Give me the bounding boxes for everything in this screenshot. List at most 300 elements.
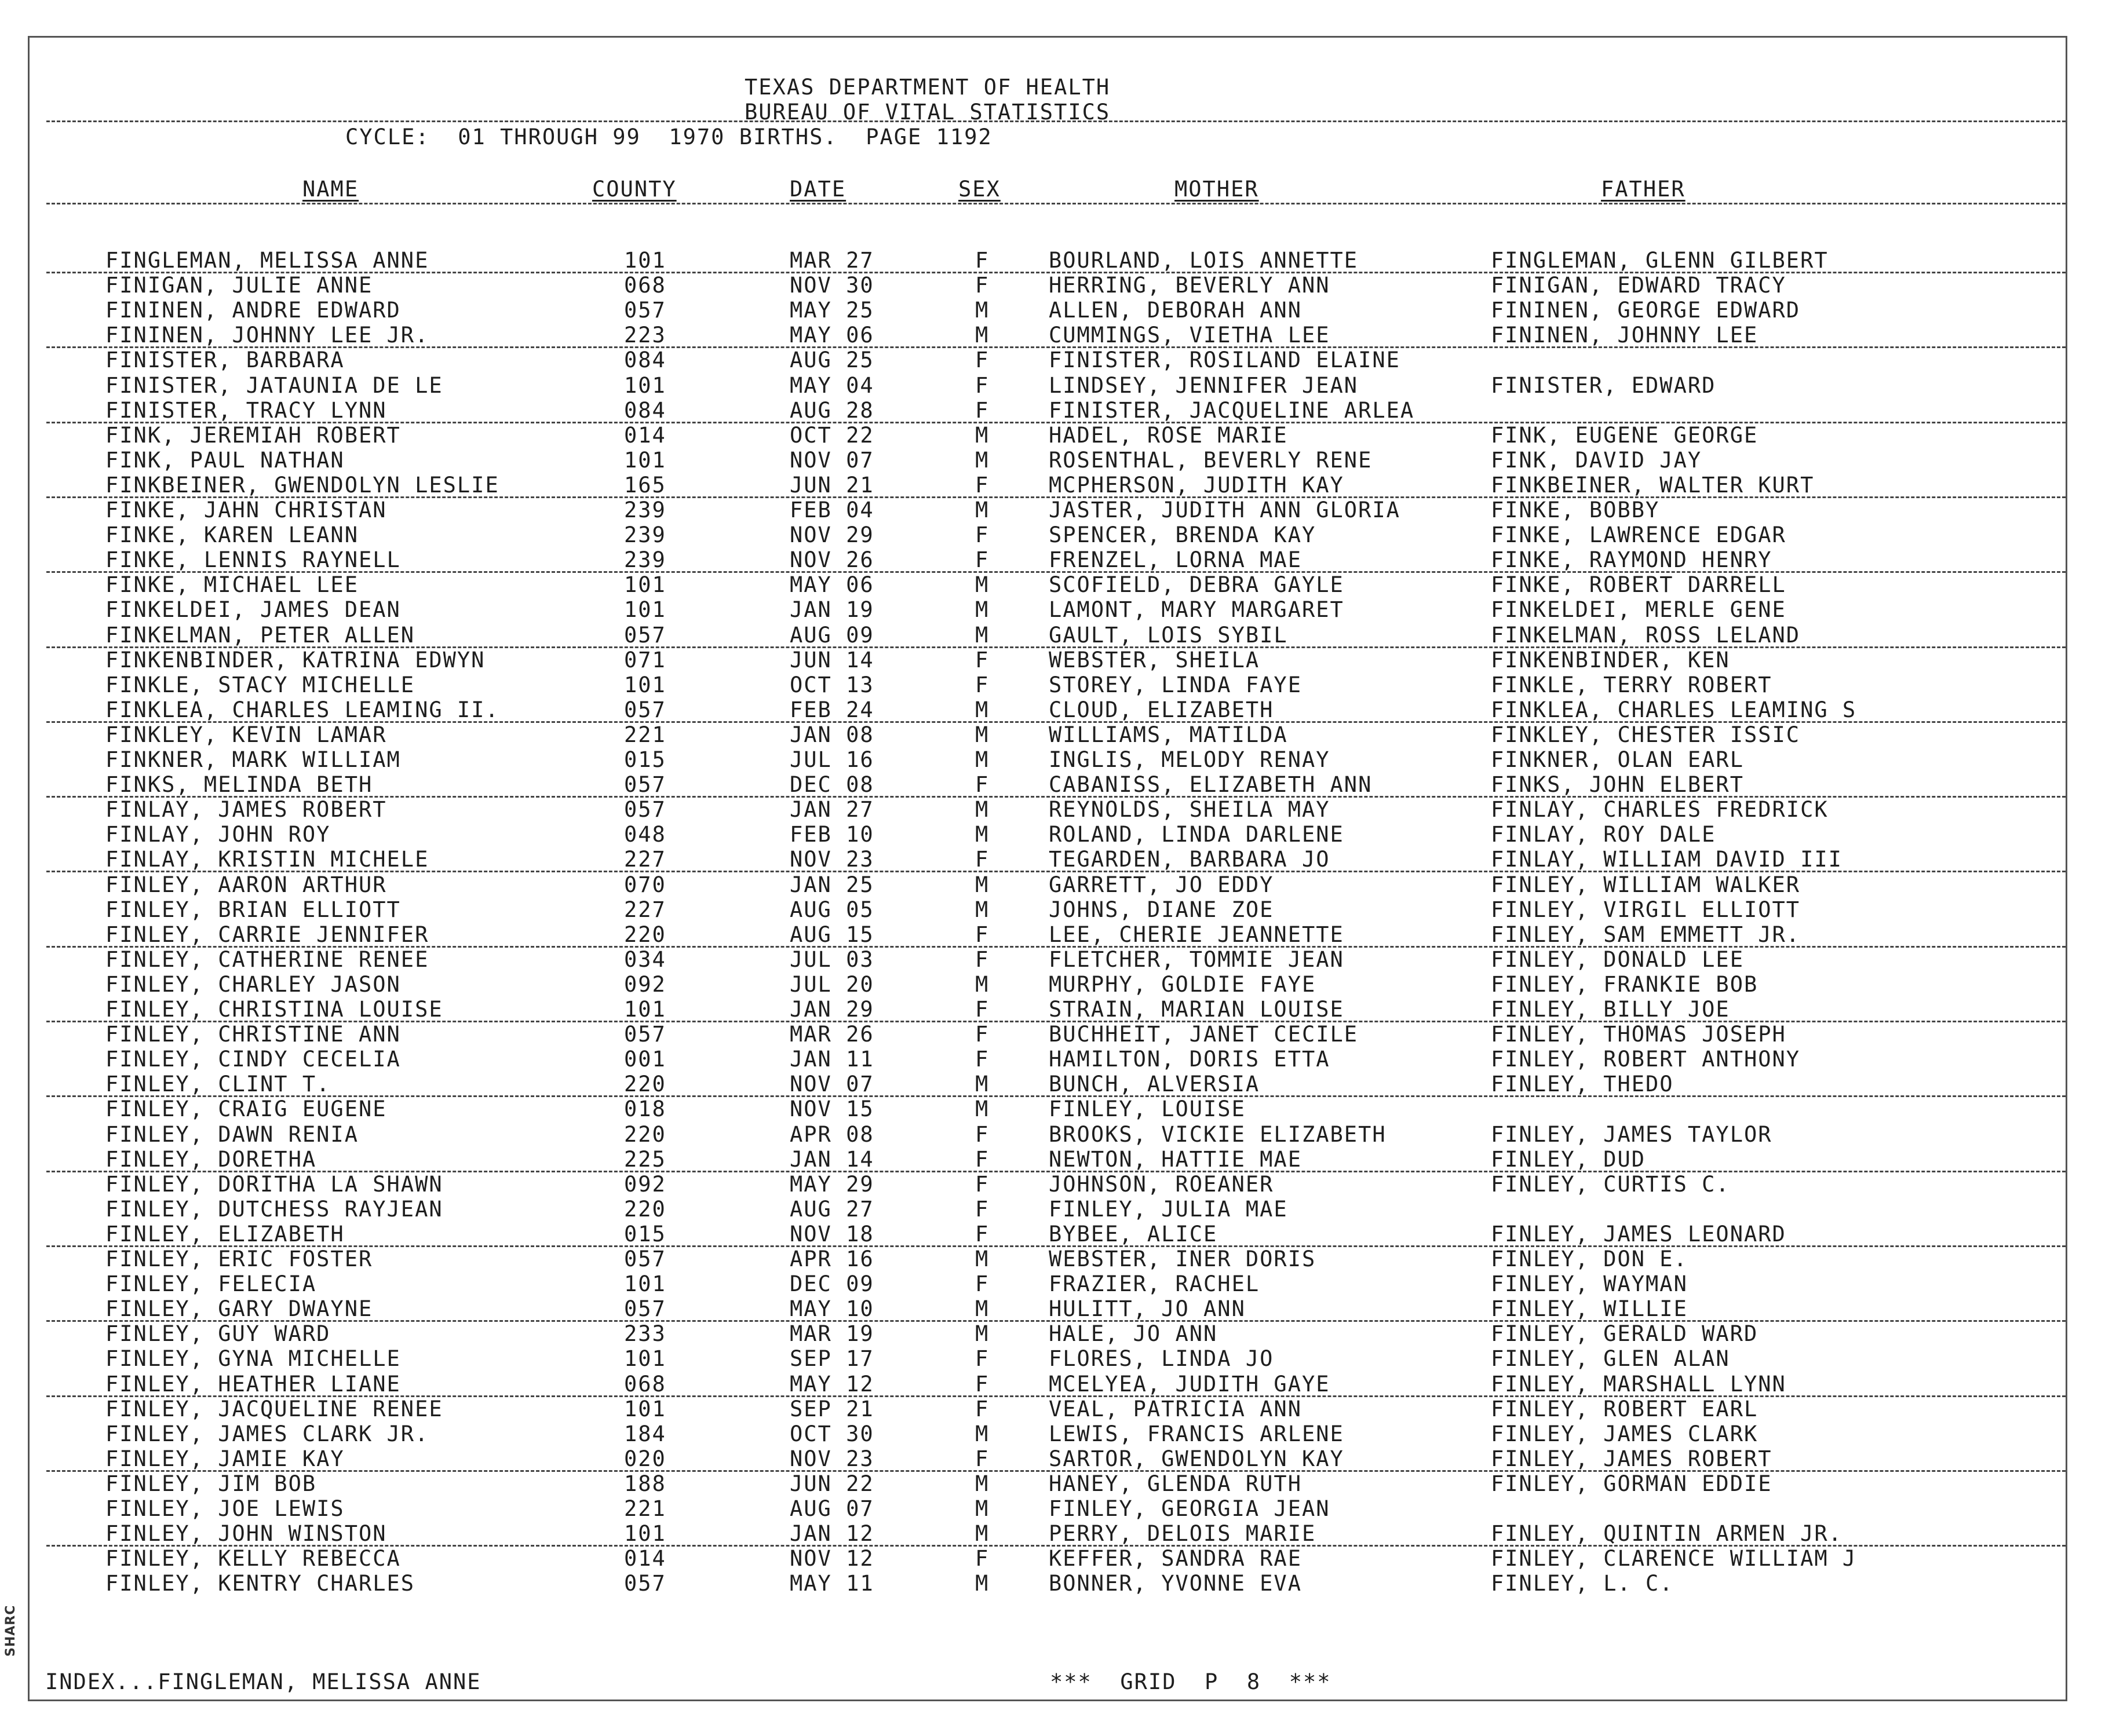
cell-mother: FRENZEL, LORNA MAE bbox=[1049, 547, 1302, 573]
cell-name: FINK, JEREMIAH ROBERT bbox=[105, 422, 401, 448]
cell-name: FINLAY, KRISTIN MICHELE bbox=[105, 847, 429, 872]
cell-mother: KEFFER, SANDRA RAE bbox=[1049, 1546, 1302, 1571]
cell-name: FINLEY, JACQUELINE RENEE bbox=[105, 1396, 443, 1421]
cell-county: 084 bbox=[624, 348, 666, 373]
cell-county: 015 bbox=[624, 747, 666, 772]
header-divider-2 bbox=[46, 203, 2066, 204]
cell-mother: BUCHHEIT, JANET CECILE bbox=[1049, 1022, 1359, 1047]
cell-father: FINKELMAN, ROSS LELAND bbox=[1491, 622, 1801, 648]
cell-father: FINKE, RAYMOND HENRY bbox=[1491, 547, 1772, 573]
footer-grid: *** GRID P 8 *** bbox=[1050, 1669, 1331, 1694]
cell-sex: F bbox=[975, 1396, 990, 1421]
cell-date: JAN 14 bbox=[790, 1146, 874, 1172]
cell-county: 101 bbox=[624, 372, 666, 398]
cell-mother: ROLAND, LINDA DARLENE bbox=[1049, 822, 1344, 847]
cell-father: FINLEY, JAMES TAYLOR bbox=[1491, 1121, 1772, 1147]
cell-date: AUG 28 bbox=[790, 397, 874, 423]
cell-mother: WILLIAMS, MATILDA bbox=[1049, 722, 1288, 747]
cell-name: FINISTER, JATAUNIA DE LE bbox=[105, 372, 443, 398]
cell-father: FINLEY, JAMES ROBERT bbox=[1491, 1446, 1772, 1471]
cell-date: JUN 14 bbox=[790, 647, 874, 673]
cell-mother: LAMONT, MARY MARGARET bbox=[1049, 597, 1344, 623]
cell-father: FINK, DAVID JAY bbox=[1491, 447, 1702, 473]
table-row bbox=[0, 972, 2127, 997]
table-row bbox=[0, 648, 2127, 673]
cell-father: FINIGAN, EDWARD TRACY bbox=[1491, 273, 1786, 298]
cell-name: FINLEY, CINDY CECELIA bbox=[105, 1047, 401, 1072]
cell-father: FINKLE, TERRY ROBERT bbox=[1491, 672, 1772, 697]
table-row bbox=[0, 897, 2127, 922]
cell-name: FINLEY, CHARLEY JASON bbox=[105, 971, 401, 997]
cell-name: FINLEY, KELLY REBECCA bbox=[105, 1546, 401, 1571]
cell-name: FINLEY, DORITHA LA SHAWN bbox=[105, 1171, 443, 1197]
cell-name: FINLEY, CATHERINE RENEE bbox=[105, 946, 429, 972]
cell-name: FINLEY, DAWN RENIA bbox=[105, 1121, 359, 1147]
cell-mother: CABANISS, ELIZABETH ANN bbox=[1049, 772, 1373, 798]
cell-sex: M bbox=[975, 1097, 990, 1122]
cell-father: FINLEY, MARSHALL LYNN bbox=[1491, 1371, 1786, 1397]
cell-sex: F bbox=[975, 772, 990, 798]
table-row bbox=[0, 572, 2127, 597]
cell-county: 084 bbox=[624, 397, 666, 423]
cell-father: FINLEY, BILLY JOE bbox=[1491, 997, 1730, 1022]
table-row bbox=[0, 473, 2127, 498]
cell-name: FINLEY, DUTCHESS RAYJEAN bbox=[105, 1196, 443, 1222]
cell-mother: FINLEY, LOUISE bbox=[1049, 1097, 1246, 1122]
cell-mother: JASTER, JUDITH ANN GLORIA bbox=[1049, 498, 1400, 522]
cell-sex: F bbox=[975, 946, 990, 972]
cell-mother: MCPHERSON, JUDITH KAY bbox=[1049, 472, 1344, 498]
cell-father: FINLEY, DONALD LEE bbox=[1491, 946, 1744, 972]
cell-county: 101 bbox=[624, 997, 666, 1022]
cell-date: NOV 29 bbox=[790, 522, 874, 548]
cell-mother: ALLEN, DEBORAH ANN bbox=[1049, 298, 1302, 323]
cell-county: 239 bbox=[624, 522, 666, 548]
table-row bbox=[0, 722, 2127, 747]
cell-sex: F bbox=[975, 1146, 990, 1172]
cell-county: 057 bbox=[624, 1022, 666, 1047]
cell-mother: MURPHY, GOLDIE FAYE bbox=[1049, 971, 1316, 997]
cell-sex: F bbox=[975, 273, 990, 298]
header-bureau: BUREAU OF VITAL STATISTICS bbox=[745, 100, 1111, 125]
cell-date: NOV 12 bbox=[790, 1546, 874, 1571]
cell-sex: M bbox=[975, 323, 990, 348]
cell-date: MAY 10 bbox=[790, 1296, 874, 1322]
col-header-mother: MOTHER bbox=[1174, 177, 1259, 202]
cell-father: FINLAY, ROY DALE bbox=[1491, 822, 1716, 847]
cell-mother: HAMILTON, DORIS ETTA bbox=[1049, 1047, 1330, 1072]
cell-date: AUG 09 bbox=[790, 622, 874, 648]
table-row bbox=[0, 597, 2127, 622]
cell-mother: FRAZIER, RACHEL bbox=[1049, 1271, 1260, 1297]
cell-name: FINLAY, JOHN ROY bbox=[105, 822, 331, 847]
cell-name: FINISTER, TRACY LYNN bbox=[105, 397, 387, 423]
cell-sex: F bbox=[975, 847, 990, 872]
cell-name: FINKNER, MARK WILLIAM bbox=[105, 747, 401, 772]
cell-sex: M bbox=[975, 1471, 990, 1496]
table-row bbox=[0, 248, 2127, 273]
cell-date: NOV 18 bbox=[790, 1221, 874, 1247]
cell-date: OCT 13 bbox=[790, 672, 874, 697]
table-row bbox=[0, 1197, 2127, 1222]
cell-name: FINKE, MICHAEL LEE bbox=[105, 572, 359, 598]
cell-name: FINLEY, JOHN WINSTON bbox=[105, 1521, 387, 1547]
cell-name: FINLEY, CHRISTINE ANN bbox=[105, 1022, 401, 1047]
cell-county: 233 bbox=[624, 1321, 666, 1347]
cell-sex: F bbox=[975, 1121, 990, 1147]
cell-date: APR 16 bbox=[790, 1247, 874, 1271]
cell-county: 221 bbox=[624, 722, 666, 747]
table-row bbox=[0, 997, 2127, 1022]
cell-father: FINLEY, VIRGIL ELLIOTT bbox=[1491, 897, 1801, 922]
cell-mother: TEGARDEN, BARBARA JO bbox=[1049, 847, 1330, 872]
table-row bbox=[0, 1372, 2127, 1397]
table-row bbox=[0, 872, 2127, 897]
cell-sex: M bbox=[975, 1421, 990, 1446]
table-row bbox=[0, 772, 2127, 797]
cell-mother: ROSENTHAL, BEVERLY RENE bbox=[1049, 447, 1373, 473]
cell-sex: M bbox=[975, 971, 990, 997]
cell-sex: F bbox=[975, 372, 990, 398]
cell-county: 101 bbox=[624, 248, 666, 273]
cell-name: FINKLEA, CHARLES LEAMING II. bbox=[105, 697, 499, 722]
cell-sex: F bbox=[975, 348, 990, 373]
table-row bbox=[0, 1496, 2127, 1521]
header-department: TEXAS DEPARTMENT OF HEALTH bbox=[745, 75, 1111, 100]
cell-county: 070 bbox=[624, 872, 666, 897]
cell-mother: WEBSTER, SHEILA bbox=[1049, 647, 1260, 673]
cell-date: MAY 11 bbox=[790, 1571, 874, 1596]
cell-mother: BUNCH, ALVERSIA bbox=[1049, 1072, 1260, 1097]
cell-sex: F bbox=[975, 672, 990, 697]
cell-name: FININEN, JOHNNY LEE JR. bbox=[105, 323, 429, 348]
cell-sex: F bbox=[975, 1047, 990, 1072]
cell-date: JAN 25 bbox=[790, 872, 874, 897]
cell-date: MAY 29 bbox=[790, 1171, 874, 1197]
cell-sex: F bbox=[975, 472, 990, 498]
cell-county: 227 bbox=[624, 847, 666, 872]
table-row bbox=[0, 423, 2127, 448]
cell-name: FINK, PAUL NATHAN bbox=[105, 447, 345, 473]
cell-county: 101 bbox=[624, 1396, 666, 1421]
cell-mother: MCELYEA, JUDITH GAYE bbox=[1049, 1371, 1330, 1397]
cell-name: FINLAY, JAMES ROBERT bbox=[105, 797, 387, 823]
table-row bbox=[0, 947, 2127, 972]
cell-mother: GARRETT, JO EDDY bbox=[1049, 872, 1274, 897]
cell-sex: M bbox=[975, 797, 990, 823]
cell-county: 057 bbox=[624, 1247, 666, 1271]
cell-name: FINKLEY, KEVIN LAMAR bbox=[105, 722, 387, 747]
cell-mother: SARTOR, GWENDOLYN KAY bbox=[1049, 1446, 1344, 1471]
cell-mother: LEWIS, FRANCIS ARLENE bbox=[1049, 1421, 1344, 1446]
cell-county: 014 bbox=[624, 1546, 666, 1571]
table-row bbox=[0, 1271, 2127, 1296]
cell-name: FINLEY, JIM BOB bbox=[105, 1471, 317, 1496]
cell-name: FINLEY, CARRIE JENNIFER bbox=[105, 922, 429, 947]
table-row bbox=[0, 1397, 2127, 1421]
cell-mother: STRAIN, MARIAN LOUISE bbox=[1049, 997, 1344, 1022]
cell-name: FINLEY, HEATHER LIANE bbox=[105, 1371, 401, 1397]
cell-father: FININEN, JOHNNY LEE bbox=[1491, 323, 1758, 348]
cell-sex: M bbox=[975, 597, 990, 623]
cell-father: FINLEY, SAM EMMETT JR. bbox=[1491, 922, 1801, 947]
cell-name: FINLEY, CRAIG EUGENE bbox=[105, 1097, 387, 1122]
cell-sex: F bbox=[975, 997, 990, 1022]
cell-date: APR 08 bbox=[790, 1121, 874, 1147]
cell-date: MAY 06 bbox=[790, 572, 874, 598]
table-row bbox=[0, 498, 2127, 522]
cell-mother: BROOKS, VICKIE ELIZABETH bbox=[1049, 1121, 1387, 1147]
col-header-date: DATE bbox=[790, 177, 847, 202]
cell-father: FINLEY, JAMES CLARK bbox=[1491, 1421, 1758, 1446]
cell-father: FINLEY, CLARENCE WILLIAM J bbox=[1491, 1546, 1857, 1571]
cell-mother: FINLEY, JULIA MAE bbox=[1049, 1196, 1288, 1222]
cell-name: FINKE, JAHN CHRISTAN bbox=[105, 498, 387, 522]
cell-date: JUN 22 bbox=[790, 1471, 874, 1496]
cell-name: FINISTER, BARBARA bbox=[105, 348, 345, 373]
cell-father: FINKE, LAWRENCE EDGAR bbox=[1491, 522, 1786, 548]
cell-name: FININEN, ANDRE EDWARD bbox=[105, 298, 401, 323]
cell-name: FINLEY, CLINT T. bbox=[105, 1072, 331, 1097]
table-row bbox=[0, 1346, 2127, 1371]
cell-name: FINKS, MELINDA BETH bbox=[105, 772, 373, 798]
cell-sex: F bbox=[975, 1171, 990, 1197]
cell-mother: CUMMINGS, VIETHA LEE bbox=[1049, 323, 1330, 348]
cell-date: SEP 21 bbox=[790, 1396, 874, 1421]
table-row bbox=[0, 623, 2127, 648]
cell-sex: M bbox=[975, 872, 990, 897]
table-row bbox=[0, 1247, 2127, 1271]
table-row bbox=[0, 1097, 2127, 1121]
cell-mother: LINDSEY, JENNIFER JEAN bbox=[1049, 372, 1359, 398]
table-row bbox=[0, 1421, 2127, 1446]
cell-date: AUG 15 bbox=[790, 922, 874, 947]
table-row bbox=[0, 373, 2127, 398]
cell-mother: BYBEE, ALICE bbox=[1049, 1221, 1218, 1247]
cell-father: FINKENBINDER, KEN bbox=[1491, 647, 1730, 673]
cell-date: JAN 29 bbox=[790, 997, 874, 1022]
cell-father: FINLEY, THEDO bbox=[1491, 1072, 1674, 1097]
cell-county: 221 bbox=[624, 1496, 666, 1521]
cell-county: 018 bbox=[624, 1097, 666, 1122]
cell-name: FINLEY, FELECIA bbox=[105, 1271, 317, 1297]
cell-county: 227 bbox=[624, 897, 666, 922]
cell-sex: M bbox=[975, 422, 990, 448]
cell-county: 034 bbox=[624, 946, 666, 972]
cell-date: JAN 19 bbox=[790, 597, 874, 623]
cell-father: FINISTER, EDWARD bbox=[1491, 372, 1716, 398]
cell-date: FEB 10 bbox=[790, 822, 874, 847]
cell-county: 001 bbox=[624, 1047, 666, 1072]
table-row bbox=[0, 797, 2127, 822]
cell-county: 014 bbox=[624, 422, 666, 448]
col-header-name: NAME bbox=[302, 177, 359, 202]
cell-date: MAY 12 bbox=[790, 1371, 874, 1397]
cell-county: 057 bbox=[624, 298, 666, 323]
cell-county: 057 bbox=[624, 622, 666, 648]
cell-sex: F bbox=[975, 1196, 990, 1222]
cell-name: FINLEY, DORETHA bbox=[105, 1146, 317, 1172]
cell-mother: LEE, CHERIE JEANNETTE bbox=[1049, 922, 1344, 947]
cell-county: 239 bbox=[624, 547, 666, 573]
cell-name: FINLEY, BRIAN ELLIOTT bbox=[105, 897, 401, 922]
cell-father: FINK, EUGENE GEORGE bbox=[1491, 422, 1758, 448]
cell-date: OCT 30 bbox=[790, 1421, 874, 1446]
table-row bbox=[0, 448, 2127, 473]
table-row bbox=[0, 273, 2127, 298]
cell-county: 015 bbox=[624, 1221, 666, 1247]
cell-date: AUG 25 bbox=[790, 348, 874, 373]
table-row bbox=[0, 398, 2127, 423]
cell-sex: M bbox=[975, 298, 990, 323]
cell-sex: M bbox=[975, 572, 990, 598]
cell-date: NOV 23 bbox=[790, 847, 874, 872]
cell-county: 020 bbox=[624, 1446, 666, 1471]
cell-mother: INGLIS, MELODY RENAY bbox=[1049, 747, 1330, 772]
cell-name: FINKLE, STACY MICHELLE bbox=[105, 672, 415, 697]
cell-mother: HERRING, BEVERLY ANN bbox=[1049, 273, 1330, 298]
cell-county: 223 bbox=[624, 323, 666, 348]
cell-father: FINLEY, JAMES LEONARD bbox=[1491, 1221, 1786, 1247]
cell-father: FINLEY, GLEN ALAN bbox=[1491, 1346, 1730, 1372]
cell-name: FINLEY, JAMES CLARK JR. bbox=[105, 1421, 429, 1446]
table-row bbox=[0, 1172, 2127, 1197]
cell-mother: FLETCHER, TOMMIE JEAN bbox=[1049, 946, 1344, 972]
cell-date: NOV 15 bbox=[790, 1097, 874, 1122]
cell-father: FINLEY, GERALD WARD bbox=[1491, 1321, 1758, 1347]
cell-mother: BOURLAND, LOIS ANNETTE bbox=[1049, 248, 1359, 273]
cell-father: FINKE, BOBBY bbox=[1491, 498, 1660, 522]
cell-sex: F bbox=[975, 1022, 990, 1047]
table-row bbox=[0, 922, 2127, 947]
cell-sex: F bbox=[975, 1346, 990, 1372]
cell-mother: FINISTER, JACQUELINE ARLEA bbox=[1049, 397, 1415, 423]
header-cycle: CYCLE: 01 THROUGH 99 1970 BIRTHS. PAGE 1192 bbox=[345, 125, 993, 149]
footer-index: INDEX...FINGLEMAN, MELISSA ANNE bbox=[45, 1669, 481, 1694]
cell-father: FINLEY, L. C. bbox=[1491, 1571, 1674, 1596]
cell-date: MAR 26 bbox=[790, 1022, 874, 1047]
cell-date: MAR 19 bbox=[790, 1321, 874, 1347]
cell-mother: STOREY, LINDA FAYE bbox=[1049, 672, 1302, 697]
cell-father: FINKBEINER, WALTER KURT bbox=[1491, 472, 1815, 498]
table-row bbox=[0, 298, 2127, 323]
cell-sex: F bbox=[975, 1546, 990, 1571]
cell-county: 220 bbox=[624, 922, 666, 947]
cell-county: 188 bbox=[624, 1471, 666, 1496]
cell-mother: GAULT, LOIS SYBIL bbox=[1049, 622, 1288, 648]
cell-mother: CLOUD, ELIZABETH bbox=[1049, 697, 1274, 722]
cell-county: 092 bbox=[624, 971, 666, 997]
cell-name: FINLEY, KENTRY CHARLES bbox=[105, 1571, 415, 1596]
table-row bbox=[0, 1122, 2127, 1147]
cell-date: JUN 21 bbox=[790, 472, 874, 498]
cell-county: 057 bbox=[624, 797, 666, 823]
cell-county: 220 bbox=[624, 1196, 666, 1222]
cell-name: FINKELDEI, JAMES DEAN bbox=[105, 597, 401, 623]
cell-sex: M bbox=[975, 1571, 990, 1596]
table-row bbox=[0, 1546, 2127, 1571]
table-row bbox=[0, 1471, 2127, 1496]
cell-mother: SPENCER, BRENDA KAY bbox=[1049, 522, 1316, 548]
cell-name: FINLEY, JOE LEWIS bbox=[105, 1496, 345, 1521]
cell-county: 057 bbox=[624, 1571, 666, 1596]
cell-county: 101 bbox=[624, 1271, 666, 1297]
table-row bbox=[0, 1022, 2127, 1047]
table-row bbox=[0, 1321, 2127, 1346]
header-divider-1 bbox=[46, 120, 2066, 122]
cell-date: MAY 25 bbox=[790, 298, 874, 323]
table-row bbox=[0, 1222, 2127, 1247]
table-row bbox=[0, 1521, 2127, 1546]
col-header-county: COUNTY bbox=[592, 177, 677, 202]
cell-date: JUL 20 bbox=[790, 971, 874, 997]
cell-mother: HANEY, GLENDA RUTH bbox=[1049, 1471, 1302, 1496]
cell-date: NOV 26 bbox=[790, 547, 874, 573]
cell-father: FINKLEY, CHESTER ISSIC bbox=[1491, 722, 1801, 747]
cell-name: FINGLEMAN, MELISSA ANNE bbox=[105, 248, 429, 273]
cell-father: FINLEY, FRANKIE BOB bbox=[1491, 971, 1758, 997]
cell-date: JAN 12 bbox=[790, 1521, 874, 1547]
cell-father: FINLAY, CHARLES FREDRICK bbox=[1491, 797, 1829, 823]
cell-county: 101 bbox=[624, 597, 666, 623]
col-header-sex: SEX bbox=[958, 177, 1001, 202]
cell-county: 165 bbox=[624, 472, 666, 498]
cell-name: FINLEY, CHRISTINA LOUISE bbox=[105, 997, 443, 1022]
cell-date: NOV 07 bbox=[790, 447, 874, 473]
cell-county: 068 bbox=[624, 273, 666, 298]
cell-date: FEB 04 bbox=[790, 498, 874, 522]
cell-mother: SCOFIELD, DEBRA GAYLE bbox=[1049, 572, 1344, 598]
cell-county: 220 bbox=[624, 1121, 666, 1147]
col-header-father: FATHER bbox=[1601, 177, 1685, 202]
cell-county: 225 bbox=[624, 1146, 666, 1172]
cell-county: 101 bbox=[624, 572, 666, 598]
cell-sex: F bbox=[975, 647, 990, 673]
cell-date: JUL 03 bbox=[790, 946, 874, 972]
table-row bbox=[0, 1072, 2127, 1097]
cell-name: FINIGAN, JULIE ANNE bbox=[105, 273, 373, 298]
cell-sex: F bbox=[975, 547, 990, 573]
cell-sex: F bbox=[975, 1271, 990, 1297]
cell-date: NOV 23 bbox=[790, 1446, 874, 1471]
table-row bbox=[0, 348, 2127, 372]
cell-father: FINKNER, OLAN EARL bbox=[1491, 747, 1744, 772]
cell-mother: BONNER, YVONNE EVA bbox=[1049, 1571, 1302, 1596]
cell-name: FINKE, LENNIS RAYNELL bbox=[105, 547, 401, 573]
cell-father: FINLEY, DON E. bbox=[1491, 1247, 1688, 1271]
cell-date: NOV 07 bbox=[790, 1072, 874, 1097]
cell-county: 092 bbox=[624, 1171, 666, 1197]
cell-sex: F bbox=[975, 922, 990, 947]
cell-mother: FINISTER, ROSILAND ELAINE bbox=[1049, 348, 1400, 373]
cell-father: FINLEY, WILLIE bbox=[1491, 1296, 1688, 1322]
cell-mother: REYNOLDS, SHEILA MAY bbox=[1049, 797, 1330, 823]
cell-sex: M bbox=[975, 722, 990, 747]
cell-sex: F bbox=[975, 522, 990, 548]
table-row bbox=[0, 323, 2127, 348]
cell-county: 048 bbox=[624, 822, 666, 847]
cell-sex: M bbox=[975, 498, 990, 522]
cell-date: AUG 05 bbox=[790, 897, 874, 922]
cell-county: 068 bbox=[624, 1371, 666, 1397]
cell-county: 220 bbox=[624, 1072, 666, 1097]
table-row bbox=[0, 747, 2127, 772]
cell-county: 057 bbox=[624, 697, 666, 722]
cell-father: FINLEY, CURTIS C. bbox=[1491, 1171, 1730, 1197]
cell-sex: M bbox=[975, 897, 990, 922]
table-row bbox=[0, 673, 2127, 697]
cell-sex: F bbox=[975, 1446, 990, 1471]
